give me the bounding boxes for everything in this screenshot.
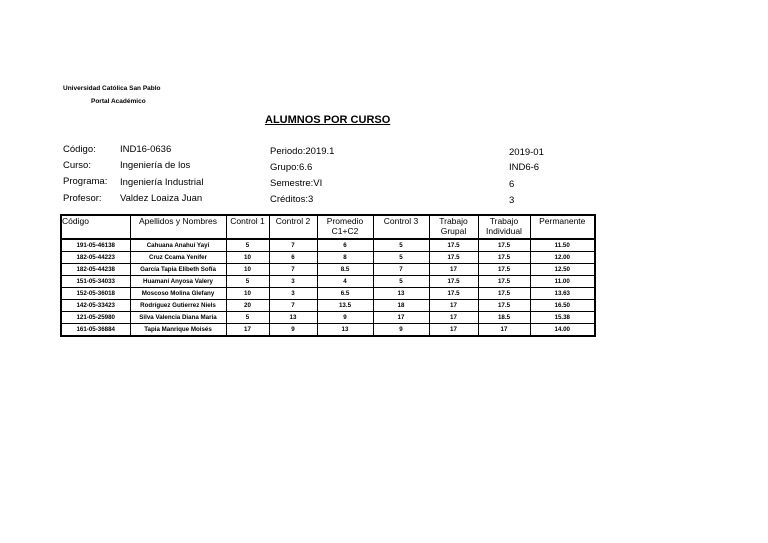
cell-control1: 17 (226, 324, 269, 337)
table-row (61, 324, 595, 337)
cell-control3: 13 (373, 288, 429, 300)
column-header-codigo: Código (61, 215, 130, 239)
cell-trabajo-individual: 17 (478, 324, 530, 337)
cell-control1: 5 (226, 276, 269, 288)
column-header-trabajo-grupal: Trabajo Grupal (429, 215, 478, 239)
column-header-apellidos: Apellidos y Nombres (130, 215, 226, 239)
cell-trabajo-grupal: 17 (429, 300, 478, 312)
grupo-code: IND6-6 (509, 162, 540, 173)
cell-promedio: 13.5 (317, 300, 373, 312)
cell-codigo: 142-05-33423 (61, 300, 130, 312)
codigo-label: Código: (63, 144, 96, 155)
cell-control3: 5 (373, 252, 429, 264)
cell-trabajo-individual: 17.5 (478, 276, 530, 288)
table-row (61, 288, 595, 300)
cell-control1: 10 (226, 252, 269, 264)
cell-promedio: 4 (317, 276, 373, 288)
cell-promedio: 8.5 (317, 264, 373, 276)
cell-permanente: 13.63 (530, 288, 595, 300)
cell-permanente: 16.50 (530, 300, 595, 312)
table-row (61, 276, 595, 288)
students-table (60, 214, 596, 337)
cell-control2: 7 (269, 239, 317, 252)
cell-codigo: 121-05-25980 (61, 312, 130, 324)
semestre-text: Semestre:VI (270, 178, 323, 189)
cell-permanente: 12.50 (530, 264, 595, 276)
cell-codigo: 182-05-44238 (61, 264, 130, 276)
table-row (61, 239, 595, 252)
cell-control3: 5 (373, 239, 429, 252)
cell-apellidos: Moscoso Molina Glefany (130, 288, 226, 300)
creditos-number: 3 (509, 195, 515, 206)
cell-apellidos: Rodríguez Gutierrez Niels (130, 300, 226, 312)
periodo-text: Periodo:2019.1 (270, 146, 335, 157)
profesor-value: Valdez Loaiza Juan (120, 193, 203, 204)
cell-control3: 17 (373, 312, 429, 324)
cell-control3: 5 (373, 276, 429, 288)
cell-apellidos: Huamaní Anyosa Valery (130, 276, 226, 288)
programa-value: Ingeniería Industrial (120, 177, 204, 188)
portal-name: Portal Académico (91, 98, 146, 105)
cell-codigo: 161-05-36884 (61, 324, 130, 337)
cell-apellidos: Cahuana Anahuí Yayi (130, 239, 226, 252)
cell-promedio: 6.5 (317, 288, 373, 300)
semestre-number: 6 (509, 179, 515, 190)
cell-control2: 13 (269, 312, 317, 324)
cell-control2: 3 (269, 276, 317, 288)
grupo-text: Grupo:6.6 (270, 162, 313, 173)
cell-control2: 3 (269, 288, 317, 300)
profesor-label: Profesor: (63, 193, 102, 204)
cell-codigo: 182-05-44223 (61, 252, 130, 264)
cell-control3: 7 (373, 264, 429, 276)
cell-control2: 7 (269, 264, 317, 276)
cell-trabajo-individual: 17.5 (478, 264, 530, 276)
cell-control1: 20 (226, 300, 269, 312)
table-row (61, 264, 595, 276)
cell-permanente: 11.00 (530, 276, 595, 288)
cell-trabajo-individual: 17.5 (478, 300, 530, 312)
cell-control1: 10 (226, 264, 269, 276)
cell-trabajo-grupal: 17.5 (429, 288, 478, 300)
creditos-text: Créditos:3 (270, 194, 314, 205)
cell-trabajo-individual: 18.5 (478, 312, 530, 324)
cell-trabajo-grupal: 17.5 (429, 239, 478, 252)
cell-permanente: 14.00 (530, 324, 595, 337)
cell-permanente: 12.00 (530, 252, 595, 264)
cell-control1: 10 (226, 288, 269, 300)
table-header-row (61, 215, 595, 239)
cell-permanente: 11.50 (530, 239, 595, 252)
cell-trabajo-grupal: 17.5 (429, 252, 478, 264)
cell-promedio: 8 (317, 252, 373, 264)
cell-apellidos: García Tapia Elibeth Sofía (130, 264, 226, 276)
curso-value: Ingeniería de los (120, 160, 191, 171)
column-header-promedio: Promedio C1+C2 (317, 215, 373, 239)
cell-control1: 5 (226, 239, 269, 252)
institution-name: Universidad Católica San Pablo (63, 85, 161, 92)
cell-promedio: 9 (317, 312, 373, 324)
column-header-control2: Control 2 (269, 215, 317, 239)
cell-promedio: 13 (317, 324, 373, 337)
cell-apellidos: Silva Valencia Diana María (130, 312, 226, 324)
column-header-permanente: Permanente (530, 215, 595, 239)
programa-label: Programa: (63, 176, 108, 187)
cell-codigo: 152-05-36018 (61, 288, 130, 300)
cell-codigo: 191-05-46138 (61, 239, 130, 252)
curso-label: Curso: (63, 160, 91, 171)
cell-control2: 9 (269, 324, 317, 337)
cell-codigo: 151-05-34033 (61, 276, 130, 288)
column-header-control3: Control 3 (373, 215, 429, 239)
cell-control2: 7 (269, 300, 317, 312)
cell-trabajo-grupal: 17 (429, 312, 478, 324)
table-row (61, 252, 595, 264)
cell-apellidos: Cruz Ccama Yenifer (130, 252, 226, 264)
column-header-trabajo-individual: Trabajo Individual (478, 215, 530, 239)
table-row (61, 312, 595, 324)
cell-control1: 5 (226, 312, 269, 324)
cell-trabajo-individual: 17.5 (478, 288, 530, 300)
column-header-control1: Control 1 (226, 215, 269, 239)
cell-trabajo-grupal: 17.5 (429, 276, 478, 288)
cell-apellidos: Tapia Manrique Moisés (130, 324, 226, 337)
cell-trabajo-individual: 17.5 (478, 239, 530, 252)
cell-control3: 9 (373, 324, 429, 337)
periodo-code: 2019-01 (509, 147, 544, 158)
cell-control2: 6 (269, 252, 317, 264)
cell-trabajo-individual: 17.5 (478, 252, 530, 264)
cell-trabajo-grupal: 17 (429, 324, 478, 337)
page-title: ALUMNOS POR CURSO (265, 114, 391, 126)
codigo-value: IND16-0636 (120, 144, 172, 155)
cell-trabajo-grupal: 17 (429, 264, 478, 276)
cell-control3: 18 (373, 300, 429, 312)
cell-promedio: 6 (317, 239, 373, 252)
table-row (61, 300, 595, 312)
cell-permanente: 15.38 (530, 312, 595, 324)
